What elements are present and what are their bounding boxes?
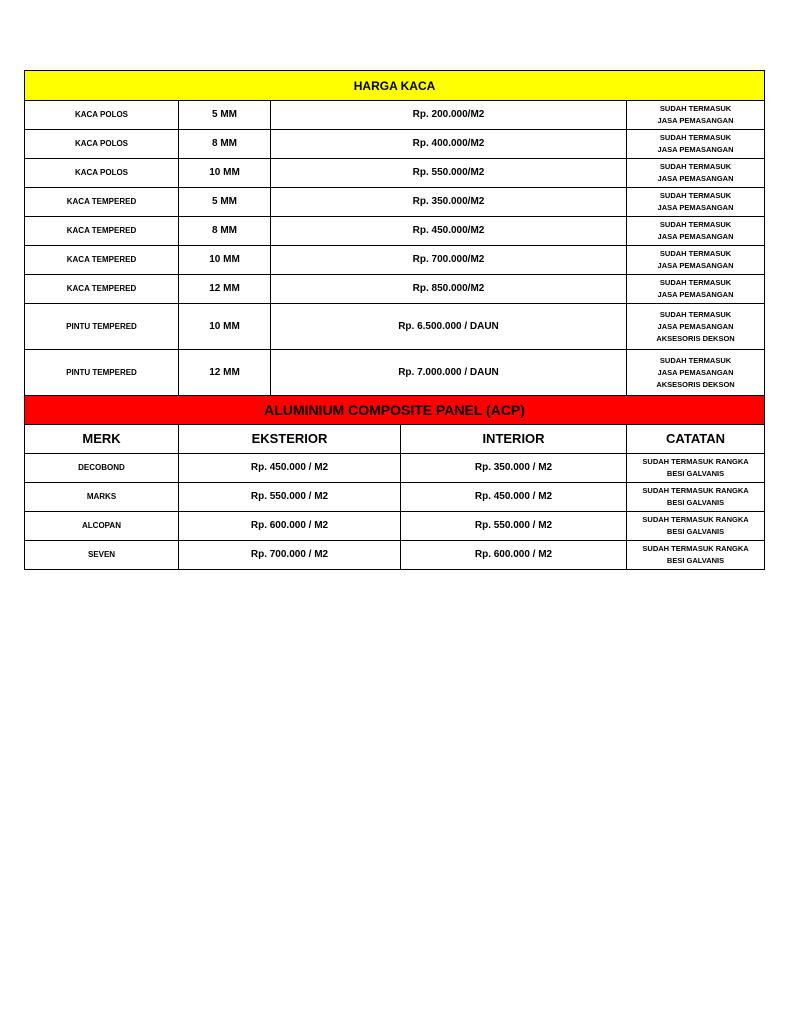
merk-header: MERK	[25, 425, 179, 454]
note-cell	[627, 188, 765, 217]
item-cell: PINTU TEMPERED	[25, 304, 179, 350]
note-cell	[627, 541, 765, 570]
note-line: SUDAH TERMASUK	[659, 249, 732, 258]
price-cell: Rp. 400.000/M2	[271, 130, 627, 159]
table-row	[25, 483, 765, 512]
note-line: SUDAH TERMASUK	[659, 355, 732, 365]
note-line: JASA PEMASANGAN	[657, 261, 734, 270]
eksterior-cell: Rp. 700.000 / M2	[179, 541, 401, 570]
eksterior-header: EKSTERIOR	[179, 425, 401, 454]
acp-title: ALUMINIUM COMPOSITE PANEL (ACP)	[25, 396, 765, 425]
note-cell	[627, 350, 765, 396]
note-line: BESI GALVANIS	[666, 527, 725, 536]
thickness-cell: 8 MM	[179, 217, 271, 246]
item-cell: KACA TEMPERED	[25, 188, 179, 217]
table-row	[25, 188, 765, 217]
note-line: JASA PEMASANGAN	[657, 290, 734, 299]
price-cell: Rp. 200.000/M2	[271, 101, 627, 130]
item-cell: KACA POLOS	[25, 130, 179, 159]
price-cell: Rp. 6.500.000 / DAUN	[271, 304, 627, 350]
table-row	[25, 512, 765, 541]
note-line: SUDAH TERMASUK RANGKA	[642, 457, 749, 466]
item-cell: KACA POLOS	[25, 101, 179, 130]
harga-kaca-title: HARGA KACA	[25, 71, 765, 101]
thickness-cell: 12 MM	[179, 275, 271, 304]
table-row	[25, 217, 765, 246]
note-line: JASA PEMASANGAN	[657, 232, 734, 241]
note-line: JASA PEMASANGAN	[657, 203, 734, 212]
note-line: AKSESORIS DEKSON	[656, 333, 735, 343]
merk-cell: DECOBOND	[25, 454, 179, 483]
table-row	[25, 246, 765, 275]
note-line: SUDAH TERMASUK	[659, 104, 732, 113]
thickness-cell: 8 MM	[179, 130, 271, 159]
note-line: SUDAH TERMASUK RANGKA	[642, 515, 749, 524]
note-line: JASA PEMASANGAN	[657, 321, 734, 331]
note-cell	[627, 130, 765, 159]
interior-header: INTERIOR	[401, 425, 627, 454]
thickness-cell: 10 MM	[179, 246, 271, 275]
catatan-header: CATATAN	[627, 425, 765, 454]
note-line: SUDAH TERMASUK	[659, 191, 732, 200]
merk-cell: ALCOPAN	[25, 512, 179, 541]
note-cell	[627, 483, 765, 512]
thickness-cell: 12 MM	[179, 350, 271, 396]
interior-cell: Rp. 600.000 / M2	[401, 541, 627, 570]
note-cell	[627, 275, 765, 304]
interior-cell: Rp. 550.000 / M2	[401, 512, 627, 541]
table-row	[25, 101, 765, 130]
interior-cell: Rp. 450.000 / M2	[401, 483, 627, 512]
price-cell: Rp. 550.000/M2	[271, 159, 627, 188]
note-line: SUDAH TERMASUK	[659, 278, 732, 287]
eksterior-cell: Rp. 450.000 / M2	[179, 454, 401, 483]
thickness-cell: 5 MM	[179, 101, 271, 130]
item-cell: KACA TEMPERED	[25, 246, 179, 275]
merk-cell: MARKS	[25, 483, 179, 512]
table-row	[25, 130, 765, 159]
price-cell: Rp. 850.000/M2	[271, 275, 627, 304]
thickness-cell: 5 MM	[179, 188, 271, 217]
price-cell: Rp. 350.000/M2	[271, 188, 627, 217]
note-line: BESI GALVANIS	[666, 556, 725, 565]
note-line: AKSESORIS DEKSON	[656, 379, 735, 389]
price-cell: Rp. 7.000.000 / DAUN	[271, 350, 627, 396]
note-cell	[627, 217, 765, 246]
table-row	[25, 541, 765, 570]
eksterior-cell: Rp. 600.000 / M2	[179, 512, 401, 541]
table-row	[25, 350, 765, 396]
thickness-cell: 10 MM	[179, 304, 271, 350]
note-line: JASA PEMASANGAN	[657, 116, 734, 125]
item-cell: KACA POLOS	[25, 159, 179, 188]
item-cell: PINTU TEMPERED	[25, 350, 179, 396]
price-sheet	[24, 70, 765, 570]
merk-cell: SEVEN	[25, 541, 179, 570]
note-cell	[627, 512, 765, 541]
item-cell: KACA TEMPERED	[25, 275, 179, 304]
note-line: BESI GALVANIS	[666, 469, 725, 478]
acp-header-row	[25, 396, 765, 425]
item-cell: KACA TEMPERED	[25, 217, 179, 246]
note-line: SUDAH TERMASUK RANGKA	[642, 486, 749, 495]
note-cell	[627, 304, 765, 350]
note-line: JASA PEMASANGAN	[657, 145, 734, 154]
table-row	[25, 454, 765, 483]
table-row	[25, 304, 765, 350]
note-line: SUDAH TERMASUK	[659, 309, 732, 319]
thickness-cell: 10 MM	[179, 159, 271, 188]
price-cell: Rp. 700.000/M2	[271, 246, 627, 275]
price-cell: Rp. 450.000/M2	[271, 217, 627, 246]
table-row	[25, 275, 765, 304]
interior-cell: Rp. 350.000 / M2	[401, 454, 627, 483]
note-line: SUDAH TERMASUK	[659, 220, 732, 229]
acp-column-header-row	[25, 425, 765, 454]
note-cell	[627, 159, 765, 188]
note-cell	[627, 454, 765, 483]
note-line: SUDAH TERMASUK RANGKA	[642, 544, 749, 553]
harga-kaca-header-row	[25, 71, 765, 101]
note-line: JASA PEMASANGAN	[657, 174, 734, 183]
table-row	[25, 159, 765, 188]
note-line: BESI GALVANIS	[666, 498, 725, 507]
note-line: SUDAH TERMASUK	[659, 133, 732, 142]
note-line: SUDAH TERMASUK	[659, 162, 732, 171]
note-cell	[627, 246, 765, 275]
note-line: JASA PEMASANGAN	[657, 367, 734, 377]
eksterior-cell: Rp. 550.000 / M2	[179, 483, 401, 512]
note-cell	[627, 101, 765, 130]
